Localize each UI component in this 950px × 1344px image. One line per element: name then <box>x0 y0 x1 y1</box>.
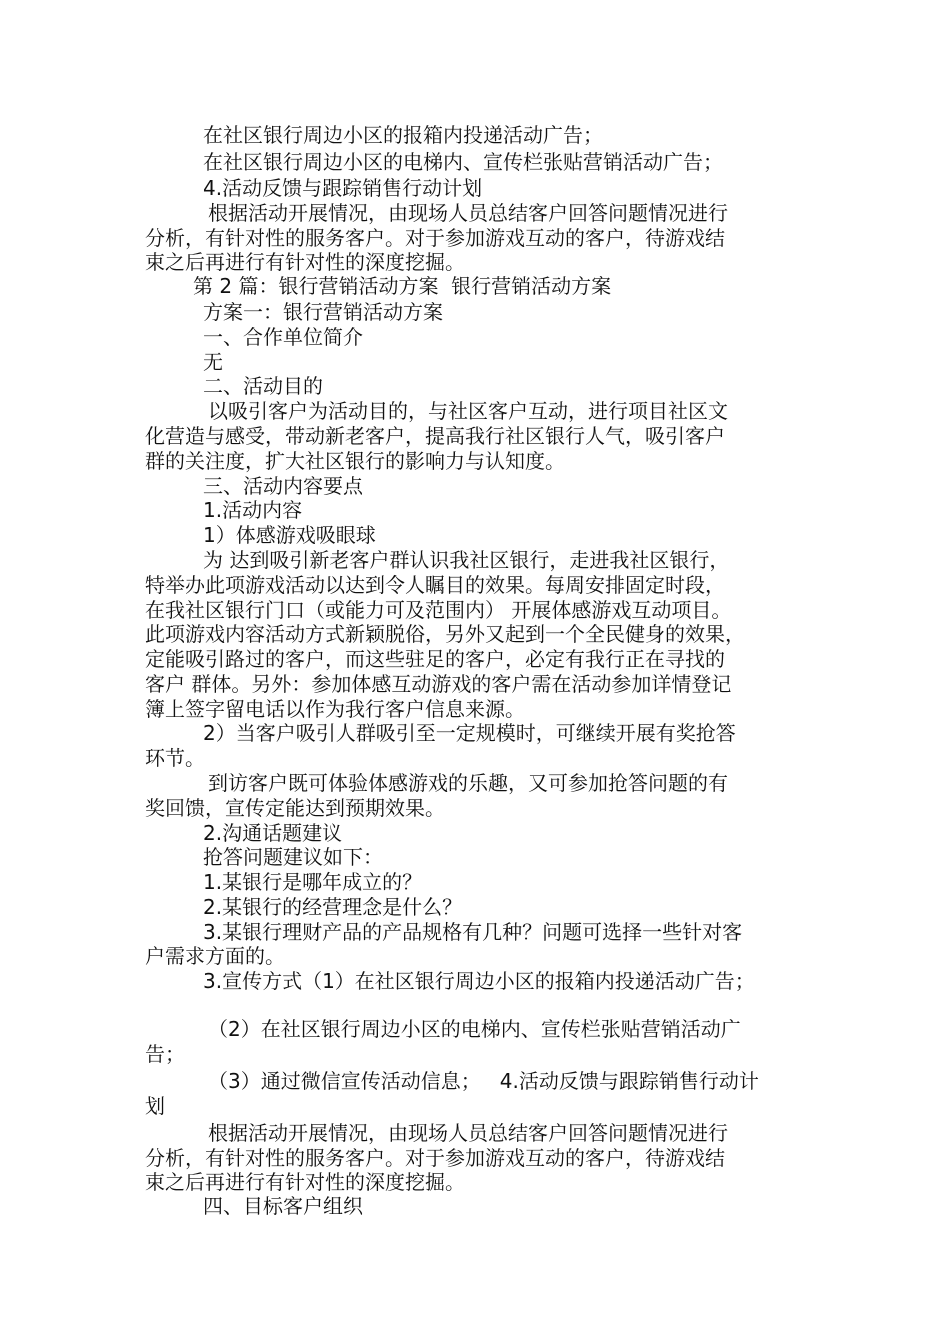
paragraph-line: 抢答问题建议如下： <box>203 845 383 869</box>
paragraph-line: 化营造与感受，带动新老客户，提高我行社区银行人气，吸引客户 <box>145 424 725 448</box>
subsection-heading: 1.活动内容 <box>203 498 303 522</box>
paragraph-line: 束之后再进行有针对性的深度挖掘。 <box>145 1170 465 1194</box>
subsection-heading: 2.沟通话题建议 <box>203 821 343 845</box>
section-heading: 4.活动反馈与跟踪销售行动计划 <box>203 176 483 200</box>
paragraph-line: （2）在社区银行周边小区的电梯内、宣传栏张贴营销活动广 <box>208 1017 741 1041</box>
section-heading: 三、活动内容要点 <box>203 474 363 498</box>
paragraph-line: 以吸引客户为活动目的，与社区客户互动，进行项目社区文 <box>208 399 728 423</box>
paragraph-line: 群的关注度，扩大社区银行的影响力与认知度。 <box>145 449 565 473</box>
paragraph-line: 分析，有针对性的服务客户。对于参加游戏互动的客户，待游戏结 <box>145 1146 725 1170</box>
paragraph-line: 根据活动开展情况，由现场人员总结客户回答问题情况进行 <box>208 201 728 225</box>
section-heading: 一、合作单位简介 <box>203 325 363 349</box>
subsection-heading: 3.宣传方式（1）在社区银行周边小区的报箱内投递活动广告； <box>203 969 755 993</box>
paragraph-line: 户需求方面的。 <box>145 944 285 968</box>
plan-title: 方案一：银行营销活动方案 <box>203 300 443 324</box>
paragraph-line: 到访客户既可体验体感游戏的乐趣，又可参加抢答问题的有 <box>208 771 728 795</box>
chapter-title: 第 2 篇：银行营销活动方案 银行营销活动方案 <box>193 274 612 298</box>
paragraph-line: 簿上签字留电话以作为我行客户信息来源。 <box>145 697 525 721</box>
list-item: 2.某银行的经营理念是什么？ <box>203 895 463 919</box>
paragraph-line: 奖回馈，宣传定能达到预期效果。 <box>145 796 445 820</box>
section-heading: 四、目标客户组织 <box>203 1194 363 1218</box>
paragraph-line: 环节。 <box>145 746 205 770</box>
paragraph-line: 分析，有针对性的服务客户。对于参加游戏互动的客户，待游戏结 <box>145 226 725 250</box>
paragraph-line: 在社区银行周边小区的电梯内、宣传栏张贴营销活动广告； <box>203 150 723 174</box>
paragraph-line: 在社区银行周边小区的报箱内投递活动广告； <box>203 123 603 147</box>
paragraph-line: 划 <box>145 1094 165 1118</box>
paragraph-line: 根据活动开展情况，由现场人员总结客户回答问题情况进行 <box>208 1121 728 1145</box>
paragraph-line: 告； <box>145 1042 185 1066</box>
section-heading: 二、活动目的 <box>203 374 323 398</box>
subsection-heading: 1）体感游戏吸眼球 <box>203 523 376 547</box>
paragraph-line: 此项游戏内容活动方式新颖脱俗，另外又起到一个全民健身的效果， <box>145 622 745 646</box>
paragraph-line: 定能吸引路过的客户，而这些驻足的客户，必定有我行正在寻找的 <box>145 647 725 671</box>
paragraph-line: 客户 群体。另外：参加体感互动游戏的客户需在活动参加详情登记 <box>145 672 732 696</box>
paragraph-line: 特举办此项游戏活动以达到令人瞩目的效果。每周安排固定时段， <box>145 573 725 597</box>
paragraph-line: 在我社区银行门口（或能力可及范围内） 开展体感游戏互动项目。 <box>145 598 732 622</box>
paragraph-line: 为 达到吸引新老客户群认识我社区银行，走进我社区银行， <box>203 548 730 572</box>
list-item: 3.某银行理财产品的产品规格有几种？问题可选择一些针对客 <box>203 920 743 944</box>
paragraph-line: 无 <box>203 350 223 374</box>
paragraph-line: 2）当客户吸引人群吸引至一定规模时，可继续开展有奖抢答 <box>203 721 736 745</box>
paragraph-line: （3）通过微信宣传活动信息； 4.活动反馈与跟踪销售行动计 <box>208 1069 759 1093</box>
paragraph-line: 束之后再进行有针对性的深度挖掘。 <box>145 250 465 274</box>
list-item: 1.某银行是哪年成立的？ <box>203 870 423 894</box>
